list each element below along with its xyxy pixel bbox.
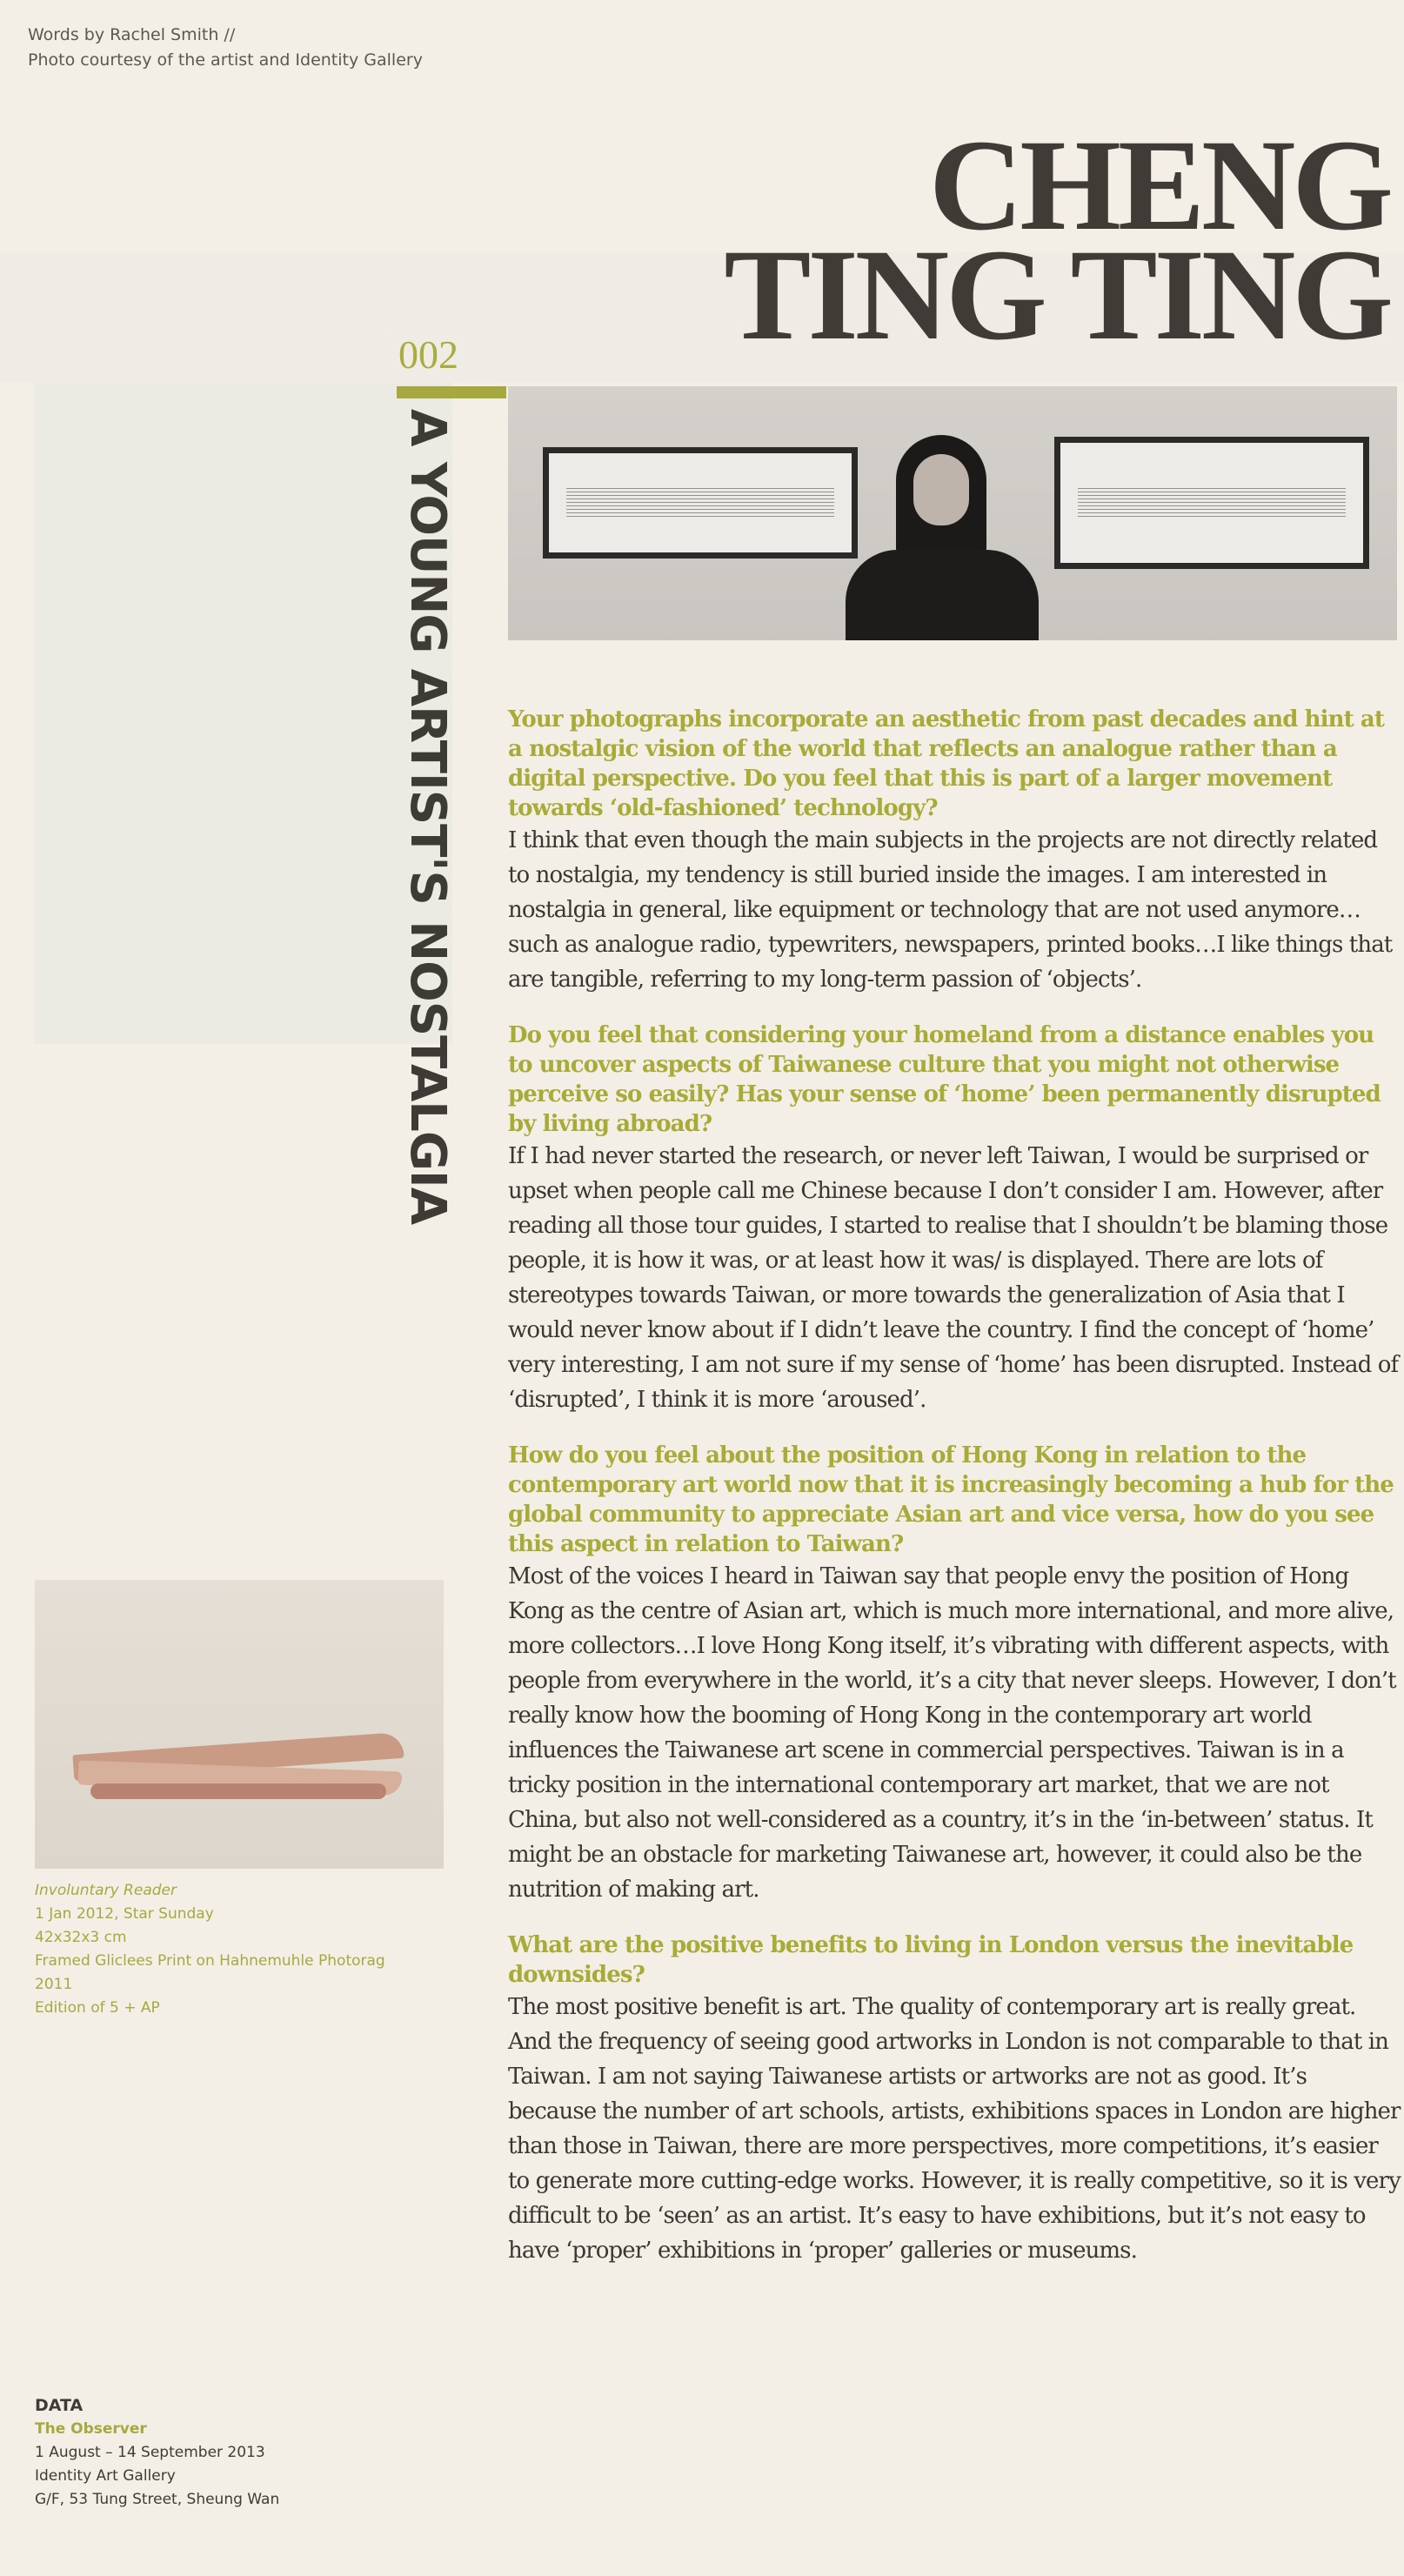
show-title: The Observer [35, 2420, 147, 2438]
caption-year: 2011 [35, 1976, 73, 1993]
caption-edition: Edition of 5 + AP [35, 1999, 160, 2017]
qa-block [508, 705, 1401, 997]
framed-artwork-left [543, 447, 858, 559]
issue-accent-bar [397, 386, 506, 398]
credits-photo: Photo courtesy of the artist and Identity Gallery [28, 50, 423, 70]
interview-answer: The most positive benefit is art. The quality of contemporary art is really great. And the frequency of seeing good artworks in London is not comparable to that in Taiwan. I am not saying Taiwanese artists or artworks are not as good. It’s because the number of art schools, artists, exhibitions spaces in London are higher than those in Taiwan, there are more perspectives, more competitions, it’s easier to generate more cutting-edge works. However, it is really competitive, so it is very difficult to be ‘seen’ as an artist. It’s easy to have exhibitions, but it’s not easy to have ‘proper’ exhibitions in ‘proper’ galleries or museums. [508, 1994, 1401, 2264]
issue-number: 002 [398, 332, 458, 377]
page-title [724, 113, 1390, 367]
interview-question: Do you feel that considering your homeland from a distance enables you to uncover aspects of Taiwanese culture that you might not otherwise perceive so easily? Has your sense of ‘home’ been permanently disrupted by living abroad? [508, 1022, 1381, 1137]
credits-words: Words by Rachel Smith // [28, 25, 236, 44]
qa-block [508, 1020, 1401, 1417]
caption-size: 42x32x3 cm [35, 1929, 127, 1946]
show-venue: Identity Art Gallery [35, 2467, 176, 2485]
artist-portrait [846, 435, 1039, 640]
vertical-title: A YOUNG ARTIST'S NOSTALGIA [399, 409, 456, 1225]
artwork-photo [35, 1580, 444, 1869]
interview-question: Your photographs incorporate an aesthetic from past decades and hint at a nostalgic vision of the world that reflects an analogue rather than a digital perspective. Do you feel that this is part of a larger movement towards ‘old-fashioned’ technology? [508, 706, 1384, 821]
artist-photo [508, 386, 1397, 640]
show-dates: 1 August – 14 September 2013 [35, 2444, 265, 2461]
ghost-panel [35, 383, 452, 1044]
interview-question: How do you feel about the position of Hong Kong in relation to the contemporary art world now that it is increasingly becoming a hub for the global community to appreciate Asian art and vice versa, how do you see this aspect in relation to Taiwan? [508, 1442, 1394, 1557]
newspaper-sculpture [73, 1735, 404, 1810]
exhibition-data [35, 2394, 279, 2512]
artwork-caption [35, 1879, 385, 2020]
qa-block [508, 1930, 1401, 2268]
caption-medium: Framed Gliclees Print on Hahnemuhle Photorag [35, 1952, 385, 1970]
caption-date: 1 Jan 2012, Star Sunday [35, 1905, 214, 1923]
qa-block [508, 1441, 1401, 1907]
title-line-1: CHENG [928, 113, 1390, 258]
title-line-2: TING TING [724, 223, 1390, 367]
credits [28, 23, 423, 73]
caption-title: Involuntary Reader [35, 1882, 177, 1899]
data-heading: DATA [35, 2396, 84, 2415]
show-address: G/F, 53 Tung Street, Sheung Wan [35, 2491, 280, 2508]
interview-answer: I think that even though the main subjects in the projects are not directly related to nostalgia, my tendency is still buried inside the images. I am interested in nostalgia in general, like equipment or technology that are not used anymore…such as analogue radio, typewriters, newspapers, printed books…I like things that are tangible, referring to my long-term passion of ‘objects’. [508, 827, 1393, 993]
interview-body [508, 705, 1401, 2292]
interview-question: What are the positive benefits to living in London versus the inevitable downsides? [508, 1932, 1354, 1988]
framed-artwork-right [1054, 437, 1369, 569]
interview-answer: If I had never started the research, or never left Taiwan, I would be surprised or upset when people call me Chinese because I don’t consider I am. However, after reading all those tour guides, I started to realise that I shouldn’t be blaming those people, it is how it was, or at least how it was/ is displayed. There are lots of stereotypes towards Taiwan, or more towards the generalization of Asia that I would never know about if I didn’t leave the country. I find the concept of ‘home’ very interesting, I am not sure if my sense of ‘home’ has been disrupted. Instead of ‘disrupted’, I think it is more ‘aroused’. [508, 1143, 1399, 1413]
interview-answer: Most of the voices I heard in Taiwan say that people envy the position of Hong Kong as the centre of Asian art, which is much more international, and more alive, more collectors…I love Hong Kong itself, it’s vibrating with different aspects, with people from everywhere in the world, it’s a city that never sleeps. However, I don’t really know how the booming of Hong Kong in the contemporary art world influences the Taiwanese art scene in commercial perspectives. Taiwan is in a tricky position in the international contemporary art market, that we are not China, but also not well-considered as a country, it’s in the ‘in-between’ status. It might be an obstacle for marketing Taiwanese art, however, it could also be the nutrition of making art. [508, 1563, 1396, 1903]
